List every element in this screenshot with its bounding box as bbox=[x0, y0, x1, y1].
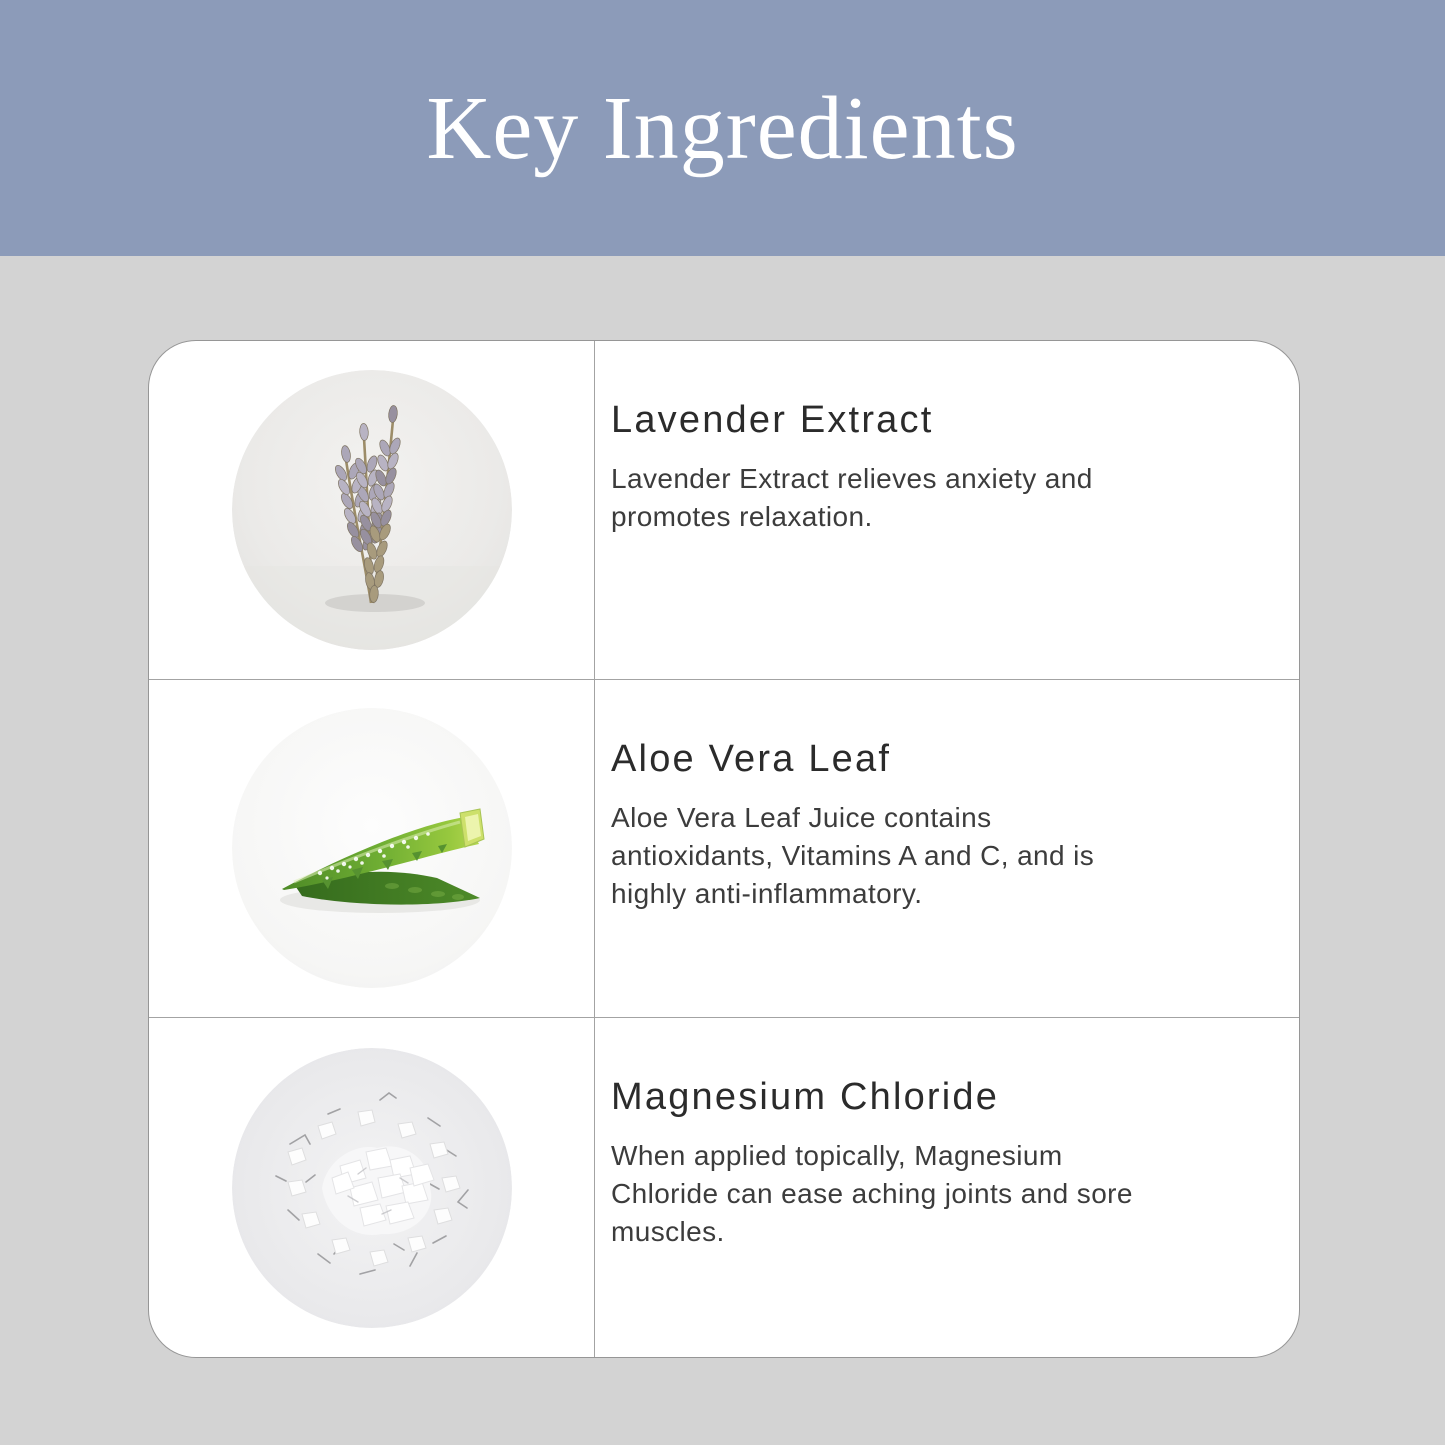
ingredient-row-lavender bbox=[149, 341, 1299, 680]
aloe-vera-leaf-photo bbox=[232, 708, 512, 988]
aloe-illustration bbox=[232, 708, 512, 988]
ingredient-description-line: highly anti-inflammatory. bbox=[611, 877, 923, 909]
magnesium-chloride-flakes-photo bbox=[232, 1048, 512, 1328]
ingredient-description-line: Lavender Extract relieves anxiety and bbox=[611, 463, 1093, 494]
magnesium-text-cell bbox=[595, 1018, 1299, 1357]
aloe-text-cell bbox=[595, 680, 1299, 1018]
ingredient-description-line: antioxidants, Vitamins A and C, and is bbox=[611, 839, 1095, 871]
lavender-sprigs-photo bbox=[232, 370, 512, 650]
ingredient-title: Aloe Vera Leaf bbox=[611, 737, 892, 780]
ingredients-card bbox=[148, 340, 1300, 1358]
lavender-illustration bbox=[232, 370, 512, 650]
magnesium-illustration bbox=[232, 1048, 512, 1328]
ingredient-row-magnesium bbox=[149, 1018, 1299, 1357]
ingredient-description-line: Aloe Vera Leaf Juice contains bbox=[611, 801, 992, 833]
ingredient-title: Magnesium Chloride bbox=[611, 1076, 1000, 1119]
lavender-text-cell bbox=[595, 341, 1299, 679]
aloe-photo-cell bbox=[149, 680, 595, 1018]
ingredient-description-line: muscles. bbox=[611, 1216, 725, 1248]
header-banner bbox=[0, 0, 1445, 256]
page-title: Key Ingredients bbox=[426, 78, 1019, 178]
ingredient-description-line: When applied topically, Magnesium bbox=[611, 1140, 1063, 1172]
lavender-photo-cell bbox=[149, 341, 595, 679]
ingredient-row-aloe-vera bbox=[149, 680, 1299, 1019]
ingredient-description-line: Chloride can ease aching joints and sore bbox=[611, 1178, 1133, 1210]
ingredient-description-line: promotes relaxation. bbox=[611, 501, 873, 532]
content-area bbox=[0, 256, 1445, 1445]
ingredient-title: Lavender Extract bbox=[611, 399, 934, 441]
magnesium-photo-cell bbox=[149, 1018, 595, 1357]
